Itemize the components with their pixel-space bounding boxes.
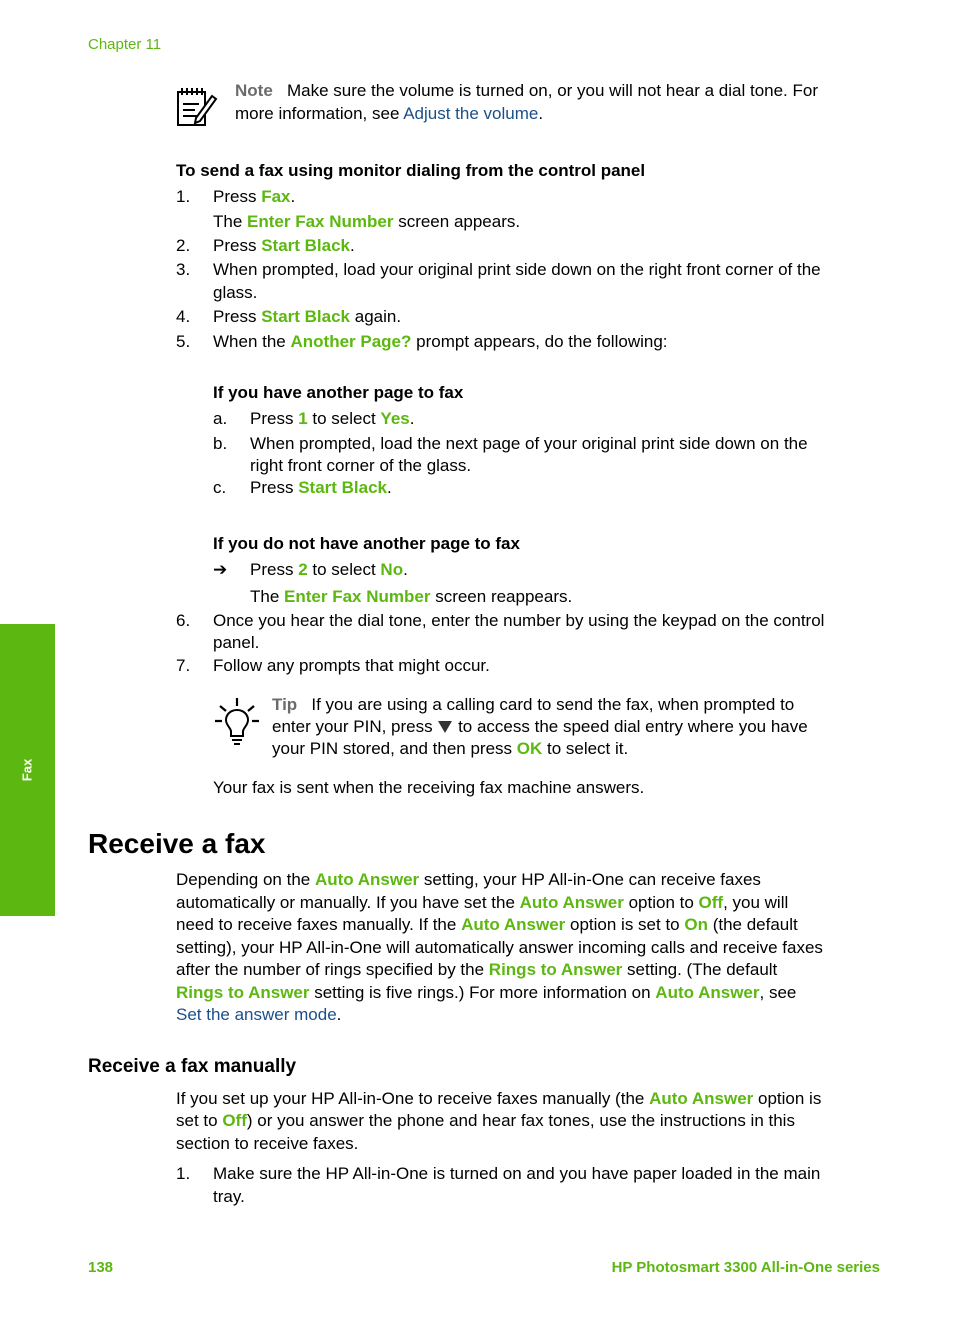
- note-line-1: [235, 80, 818, 102]
- no-page-step: Press 2 to select No.: [250, 560, 408, 579]
- screen-ref: Enter Fax Number: [247, 212, 394, 231]
- note-label: Note: [235, 81, 273, 100]
- step-1: Press Fax.: [213, 187, 296, 206]
- side-tab-label: Fax: [19, 758, 35, 782]
- monitor-heading: To send a fax using monitor dialing from the control panel: [176, 161, 646, 180]
- manual-step-1: Make sure the HP All-in-One is turned on and you have paper loaded in the main: [213, 1164, 821, 1183]
- note-text: more information, see: [235, 104, 404, 123]
- substep-a: Press 1 to select Yes.: [250, 409, 415, 428]
- substep-letter: c.: [213, 478, 227, 497]
- substep-b-cont: right front corner of the glass.: [250, 456, 472, 475]
- lightbulb-icon: [214, 696, 260, 748]
- receive-para-line: Rings to Answer setting is five rings.) For more information on Auto Answer, see: [176, 983, 797, 1002]
- step-6: Once you hear the dial tone, enter the number by using the keypad on the control: [213, 611, 825, 630]
- step-number: 5.: [176, 332, 191, 351]
- manual-para-line: set to Off) or you answer the phone and hear fax tones, use the instructions in this: [176, 1111, 795, 1130]
- page-number: 138: [88, 1259, 114, 1276]
- manual-para-line: If you set up your HP All-in-One to receive faxes manually (the Auto Answer option is: [176, 1089, 822, 1108]
- step-2: Press Start Black.: [213, 236, 355, 255]
- receive-para-line: Depending on the Auto Answer setting, your HP All-in-One can receive faxes: [176, 870, 761, 889]
- step-number: 1.: [176, 187, 191, 206]
- step-number: 2.: [176, 236, 191, 255]
- receive-para-line: Set the answer mode.: [176, 1005, 342, 1024]
- no-page-result: The Enter Fax Number screen reappears.: [250, 587, 573, 606]
- step-5: When the Another Page? prompt appears, do the following:: [213, 332, 668, 351]
- substep-b: When prompted, load the next page of your original print side down on the: [250, 434, 808, 453]
- substep-letter: b.: [213, 434, 228, 453]
- fax-sent-text: Your fax is sent when the receiving fax machine answers.: [213, 778, 645, 797]
- receive-para-line: after the number of rings specified by the Rings to Answer setting. (The default: [176, 960, 778, 979]
- manual-step-1-cont: tray.: [213, 1187, 245, 1206]
- step-number: 1.: [176, 1164, 191, 1183]
- receive-para-line: automatically or manually. If you have set the Auto Answer option to Off, you will: [176, 893, 789, 912]
- fax-button-ref: Fax: [261, 187, 291, 206]
- step-3-cont: glass.: [213, 283, 258, 302]
- step-3: When prompted, load your original print side down on the right front corner of the: [213, 260, 821, 279]
- another-page-heading: If you have another page to fax: [213, 383, 464, 402]
- tip-line-1: Tip If you are using a calling card to send the fax, when prompted to: [272, 695, 795, 714]
- receive-para-line: setting), your HP All-in-One will automatically answer incoming calls and receive faxes: [176, 938, 823, 957]
- tip-line-2: enter your PIN, press to access the speed dial entry where you have: [272, 717, 808, 736]
- receive-fax-title: Receive a fax: [88, 828, 266, 859]
- down-arrow-icon: [437, 720, 453, 734]
- step-6-cont: panel.: [213, 633, 260, 652]
- tip-line-3: your PIN stored, and then press OK to select it.: [272, 739, 629, 758]
- note-text: .: [538, 104, 544, 123]
- step-4: Press Start Black again.: [213, 307, 402, 326]
- chapter-label: Chapter 11: [88, 36, 162, 53]
- adjust-volume-link[interactable]: Adjust the volume: [403, 104, 539, 123]
- step-number: 3.: [176, 260, 191, 279]
- step-number: 6.: [176, 611, 191, 630]
- note-line-2: [235, 103, 543, 125]
- step-7: Follow any prompts that might occur.: [213, 656, 490, 675]
- start-black-ref: Start Black: [261, 236, 351, 255]
- substep-c: Press Start Black.: [250, 478, 392, 497]
- arrow-icon: ➔: [213, 560, 228, 579]
- note-text: Make sure the volume is turned on, or you will not hear a dial tone. For: [286, 81, 819, 100]
- note-icon: [174, 84, 218, 128]
- no-another-page-heading: If you do not have another page to fax: [213, 534, 520, 553]
- substep-letter: a.: [213, 409, 228, 428]
- product-name: HP Photosmart 3300 All-in-One series: [611, 1259, 880, 1276]
- step-number: 4.: [176, 307, 191, 326]
- step-number: 7.: [176, 656, 191, 675]
- set-answer-mode-link[interactable]: Set the answer mode: [176, 1005, 337, 1024]
- receive-para-line: need to receive faxes manually. If the Auto Answer option is set to On (the default: [176, 915, 798, 934]
- step-1-result: The Enter Fax Number screen appears.: [213, 212, 521, 231]
- receive-manually-title: Receive a fax manually: [88, 1056, 297, 1077]
- another-page-ref: Another Page?: [290, 332, 412, 351]
- start-black-ref: Start Black: [261, 307, 351, 326]
- tip-label: Tip: [272, 695, 298, 714]
- manual-para-line: section to receive faxes.: [176, 1134, 359, 1153]
